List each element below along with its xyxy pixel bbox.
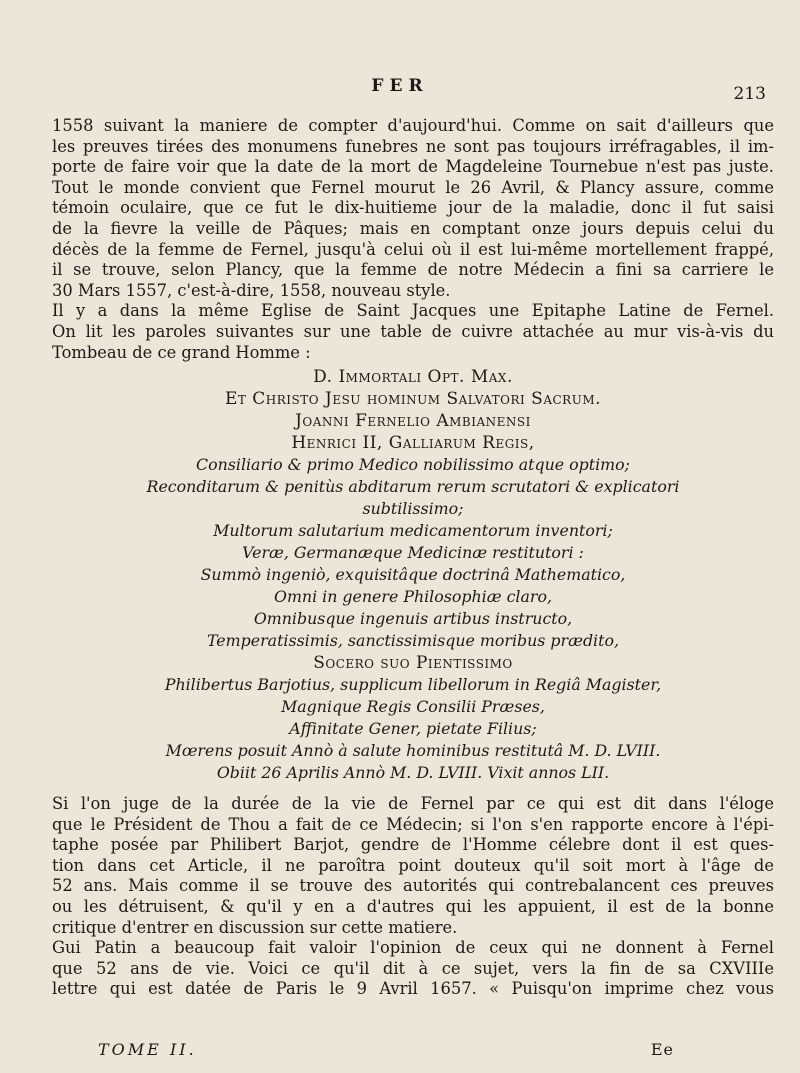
text-line: Tout le monde convient que Fernel mourut le 26 Avril, & Plancy assure, comme [52, 177, 774, 197]
text-line: Gui Patin a beaucoup fait valoir l'opinion de ceux qui ne donnent à Fernel [52, 938, 774, 958]
text-line: ou les détruisent, & qu'il y en a d'autres qui les appuient, il est de la bonne [52, 896, 774, 916]
text-line: On lit les paroles suivantes sur une table de cuivre attachée au mur vis-à-vis du [52, 321, 774, 341]
epitaph-line: Summò ingeniò, exquisitâque doctrinâ Mathematico, [200, 565, 626, 584]
epitaph-line: Reconditarum & penitùs abditarum rerum scrutatori & explicatori [146, 477, 680, 496]
text-line: les preuves tirées des monumens funebres ne sont pas toujours irréfragables, il im- [52, 136, 774, 156]
text-line: de la fievre la veille de Pâques; mais en comptant onze jours depuis celui du [52, 218, 774, 238]
epitaph-line: Omni in genere Philosophiæ claro, [274, 587, 552, 606]
epitaph-line: Henrici II, Galliarum Regis, [291, 433, 535, 453]
page-number: 213 [733, 84, 766, 104]
text-line: que le Président de Thou a fait de ce Médecin; si l'on s'en rapporte encore à l'épi- [52, 814, 774, 834]
text-line: 52 ans. Mais comme il se trouve des autorités qui contrebalancent ces preuves [52, 876, 774, 896]
epitaph-line: Socero suo Pientissimo [313, 653, 513, 673]
epitaph-inscription [52, 366, 774, 784]
epitaph-line: Temperatissimis, sanctissimisque moribus prædito, [207, 631, 619, 650]
text-line: lettre qui est datée de Paris le 9 Avril 1657. « Puisqu'on imprime chez vous [52, 979, 774, 999]
epitaph-line: Magnique Regis Consilii Præses, [281, 697, 545, 716]
epitaph-line: Philibertus Barjotius, supplicum libellorum in Regiâ Magister, [164, 675, 662, 694]
epitaph-line: Joanni Fernelio Ambianensi [295, 411, 531, 431]
epitaph-line: Multorum salutarium medicamentorum inventori; [213, 521, 613, 540]
text-line: que 52 ans de vie. Voici ce qu'il dit à ce sujet, vers la fin de sa CXVIIIe [52, 958, 774, 978]
text-line: décès de la femme de Fernel, jusqu'à celui où il est lui-même mortellement frappé, [52, 239, 774, 259]
page-footer [98, 1040, 674, 1059]
epitaph-line: Omnibusque ingenuis artibus instructo, [253, 609, 573, 628]
text-line: porte de faire voir que la date de la mort de Magdeleine Tournebue n'est pas juste. [52, 157, 774, 177]
text-line: 1558 suivant la maniere de compter d'aujourd'hui. Comme on sait d'ailleurs que [52, 116, 774, 135]
epitaph-line: subtilissimo; [362, 499, 464, 518]
volume-mark: TOME II. [98, 1040, 197, 1059]
text-line: Si l'on juge de la durée de la vie de Fernel par ce qui est dit dans l'éloge [52, 794, 774, 813]
epitaph-line: Veræ, Germanæque Medicinæ restitutori : [242, 543, 584, 562]
text-line: taphe posée par Philibert Barjot, gendre de l'Homme célebre dont il est ques- [52, 835, 774, 855]
epitaph-line: Consiliario & primo Medico nobilissimo atque optimo; [196, 455, 630, 474]
text-line: Tombeau de ce grand Homme : [52, 342, 311, 362]
signature-mark: Ee [650, 1040, 674, 1059]
epitaph-line: D. Immortali Opt. Max. [313, 367, 513, 387]
epitaph-line: Obiit 26 Aprilis Annò M. D. LVIII. Vixit annos LII. [216, 763, 610, 782]
epitaph-line: Affinitate Gener, pietate Filius; [289, 719, 537, 738]
bottom-paragraph [52, 794, 774, 1000]
text-line: témoin oculaire, que ce fut le dix-huitieme jour de la maladie, donc il fut saisi [52, 198, 774, 218]
text-line: critique d'entrer en discussion sur cette matiere. [52, 917, 458, 937]
text-line: Il y a dans la même Eglise de Saint Jacques une Epitaphe Latine de Fernel. [52, 301, 774, 321]
top-paragraph [52, 116, 774, 363]
text-line: tion dans cet Article, il ne paroîtra point douteux qu'il soit mort à l'âge de [52, 855, 774, 875]
text-line: il se trouve, selon Plancy, que la femme de notre Médecin a fini sa carriere le [52, 260, 774, 280]
text-line: 30 Mars 1557, c'est-à-dire, 1558, nouveau style. [52, 280, 451, 300]
epitaph-line: Mœrens posuit Annò à salute hominibus restitutâ M. D. LVIII. [165, 741, 661, 760]
running-head: FER [371, 76, 429, 96]
epitaph-line: Et Christo Jesu hominum Salvatori Sacrum. [224, 389, 602, 409]
